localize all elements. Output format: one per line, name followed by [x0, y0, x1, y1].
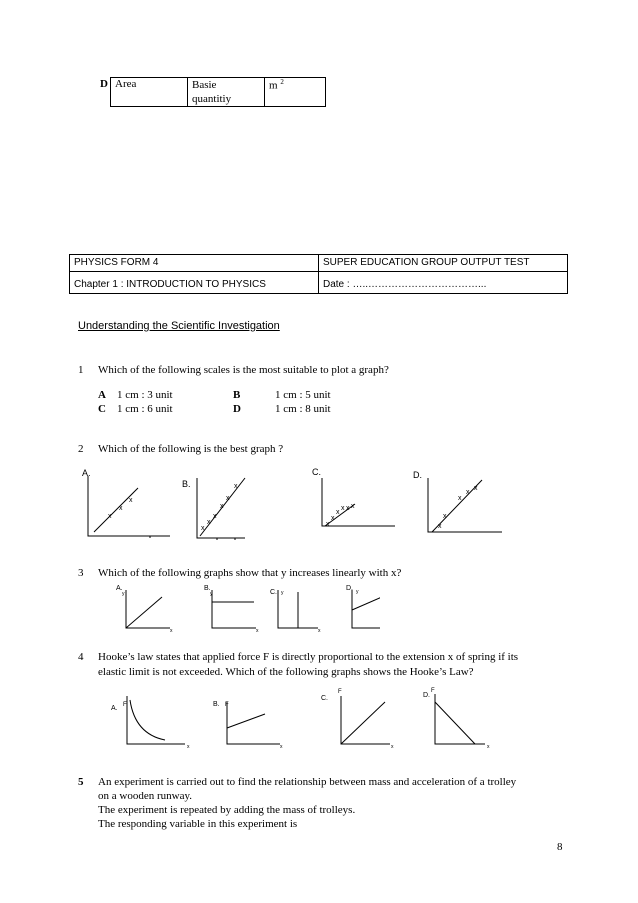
q3-x-label: x [256, 628, 259, 634]
q2-point: x [336, 509, 340, 516]
q4-x-label: x [487, 744, 490, 750]
q5-line-4: The responding variable in this experiment is [98, 818, 298, 830]
q2-graphs [70, 466, 570, 548]
q2-point: x [331, 515, 335, 522]
q3-x-label: x [170, 628, 173, 634]
type-line-2: quantitiy [192, 93, 232, 105]
q4-label-d: D. [423, 692, 430, 699]
header-test-name: SUPER EDUCATION GROUP OUTPUT TEST [319, 255, 568, 272]
q1-text: Which of the following scales is the most suitable to plot a graph? [98, 364, 389, 376]
unit-superscript: 2 [280, 78, 284, 86]
header-subject: PHYSICS FORM 4 [70, 255, 319, 272]
q4-label-a: A. [111, 705, 118, 712]
q4-label-b: B. [213, 701, 220, 708]
q1-option-b-text: 1 cm : 5 unit [275, 389, 331, 401]
q1-option-a-letter: A [98, 389, 106, 401]
q2-label-a: A. [82, 468, 91, 478]
q5-line-1: An experiment is carried out to find the relationship between mass and acceleration of a trolley [98, 776, 517, 788]
header-chapter: Chapter 1 : INTRODUCTION TO PHYSICS [70, 272, 319, 294]
q4-graph-c [341, 696, 390, 744]
q2-point: x [466, 489, 470, 496]
q3-graph-b [212, 590, 256, 628]
section-title: Understanding the Scientific Investigation [78, 320, 280, 332]
quantity-cell: Area [111, 78, 188, 107]
q4-y-label: F [225, 702, 229, 708]
q3-number: 3 [78, 567, 84, 579]
header-table [69, 254, 568, 294]
q1-number: 1 [78, 364, 84, 376]
q4-x-label: x [187, 744, 190, 750]
q5-line-2: on a wooden runway. [98, 790, 192, 802]
q4-x-label: x [280, 744, 283, 750]
q3-x-label: x [318, 628, 321, 634]
header-date: Date : …..……………………………... [319, 272, 568, 294]
q2-point: x [119, 505, 123, 512]
q4-y-label: F [338, 689, 342, 695]
q3-y-label: y [356, 589, 359, 595]
q4-text-line-2: elastic limit is not exceeded. Which of the following graphs shows the Hooke’s Law? [98, 666, 474, 678]
q2-point: x [207, 519, 211, 526]
q3-y-label: y [210, 591, 213, 597]
q3-y-label: y [122, 591, 125, 597]
q3-label-b: B. [204, 585, 211, 592]
q2-number: 2 [78, 443, 84, 455]
q2-point: x [220, 503, 224, 510]
q2-point: x [108, 513, 112, 520]
q2-point: x [129, 497, 133, 504]
q2-point: x [326, 521, 330, 528]
q2-point: x [201, 525, 205, 532]
q4-graphs [105, 684, 525, 756]
q1-option-c-text: 1 cm : 6 unit [117, 403, 173, 415]
q2-point: x [213, 513, 217, 520]
q4-graph-a [127, 696, 185, 744]
q3-graph-d [352, 590, 380, 628]
q2-point: x [474, 485, 478, 492]
q1-option-b-letter: B [233, 389, 241, 401]
q2-label-d: D. [413, 470, 422, 480]
page-number: 8 [557, 841, 563, 853]
q2-point: x [226, 495, 230, 502]
q1-option-d-letter: D [233, 403, 241, 415]
unit-cell [265, 78, 326, 107]
q3-label-a: A. [116, 585, 123, 592]
q2-point: x [341, 505, 345, 512]
q3-graphs [110, 582, 380, 642]
q2-point: x [351, 503, 355, 510]
q4-graph-b [227, 702, 280, 744]
q5-number: 5 [78, 776, 84, 788]
q3-label-c: C. [270, 589, 277, 596]
q5-line-3: The experiment is repeated by adding the mass of trolleys. [98, 804, 356, 816]
q4-y-label: F [123, 702, 127, 708]
type-cell [188, 78, 265, 107]
q4-y-label: F [431, 688, 435, 694]
q2-label-b: B. [182, 479, 191, 489]
q2-point: x [346, 505, 350, 512]
q2-text: Which of the following is the best graph ? [98, 443, 284, 455]
q2-label-c: C. [312, 467, 321, 477]
q4-graph-d [435, 694, 485, 744]
q4-x-label: x [391, 744, 394, 750]
q2-point: x [438, 523, 442, 530]
type-line-1: Basie [192, 79, 217, 91]
q4-label-c: C. [321, 695, 328, 702]
q2-graph-a [88, 476, 170, 536]
q1-option-a-text: 1 cm : 3 unit [117, 389, 173, 401]
unit: m [269, 79, 278, 92]
q2-point: x [458, 495, 462, 502]
q1-option-d-text: 1 cm : 8 unit [275, 403, 331, 415]
q3-label-d: D. [346, 585, 353, 592]
q2-point: x [443, 513, 447, 520]
q4-number: 4 [78, 651, 84, 663]
row-letter: D [98, 78, 111, 107]
units-table [98, 77, 326, 107]
q2-point: x [234, 483, 238, 490]
q1-option-c-letter: C [98, 403, 106, 415]
q3-graph-c [278, 590, 318, 628]
q3-graph-a [126, 590, 170, 628]
q3-y-label: y [281, 590, 284, 596]
q3-text: Which of the following graphs show that y increases linearly with x? [98, 567, 402, 579]
q4-text-line-1: Hooke’s law states that applied force F is directly proportional to the extension x of spring if its [98, 651, 519, 663]
